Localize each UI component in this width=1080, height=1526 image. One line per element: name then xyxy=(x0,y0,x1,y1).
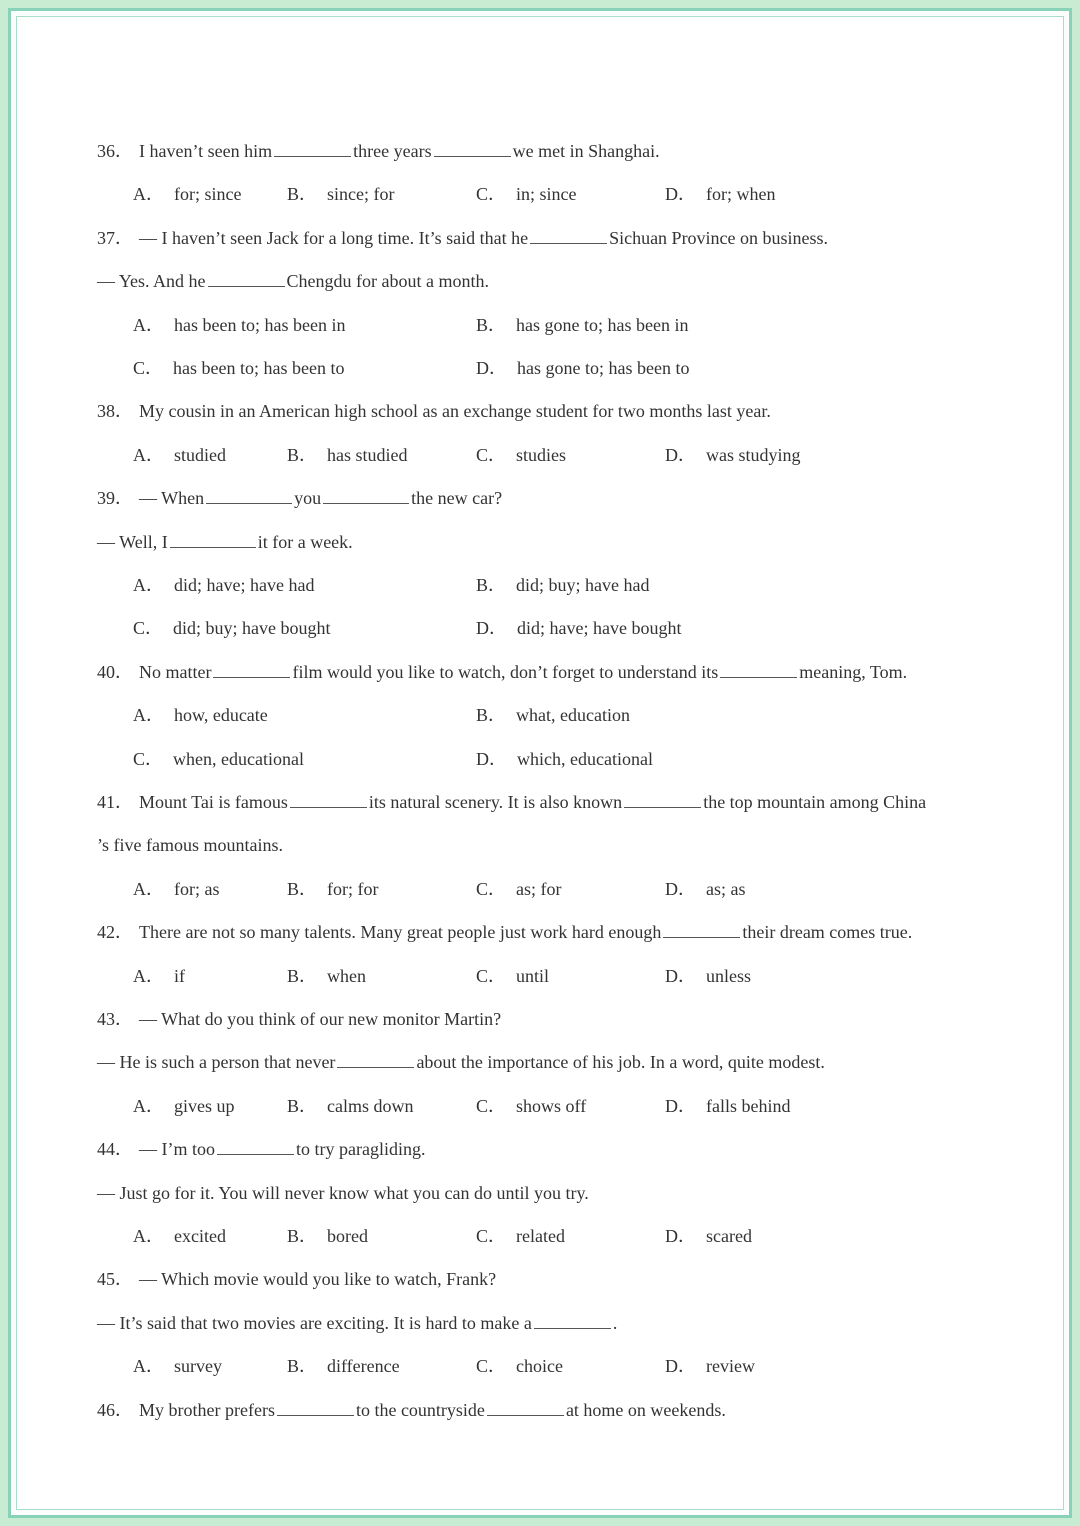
option-a[interactable] xyxy=(133,874,219,904)
question-reply xyxy=(97,527,353,557)
option-b[interactable] xyxy=(476,310,688,340)
answer-blank[interactable] xyxy=(208,270,285,287)
option-letter: C． xyxy=(133,748,164,769)
option-letter: A． xyxy=(133,1226,164,1246)
answer-blank[interactable] xyxy=(206,487,292,504)
option-b[interactable] xyxy=(476,570,650,600)
option-text: excited xyxy=(174,1226,226,1246)
stem-text: ’s five famous mountains. xyxy=(97,835,283,856)
option-text: related xyxy=(516,1226,565,1246)
option-d[interactable] xyxy=(476,353,689,383)
question-number: 37． xyxy=(97,227,133,248)
answer-blank[interactable] xyxy=(277,1399,354,1416)
option-b[interactable] xyxy=(287,179,395,209)
stem-text: to the countryside xyxy=(355,1399,485,1420)
question-number: 41． xyxy=(97,792,133,812)
option-text: for; when xyxy=(706,184,776,205)
option-a[interactable] xyxy=(133,700,268,730)
option-letter: C． xyxy=(476,1226,507,1246)
option-letter: B． xyxy=(476,314,507,335)
answer-blank[interactable] xyxy=(213,661,290,678)
option-letter: B． xyxy=(476,575,507,595)
option-c[interactable] xyxy=(476,961,549,991)
question-number: 39． xyxy=(97,488,133,509)
option-letter: A． xyxy=(133,314,164,335)
question-stem xyxy=(97,1395,726,1425)
option-c[interactable] xyxy=(476,1351,563,1381)
option-text: review xyxy=(706,1356,755,1377)
option-c[interactable] xyxy=(133,613,331,643)
option-letter: B． xyxy=(476,705,507,726)
stem-text: — When xyxy=(139,488,205,509)
option-a[interactable] xyxy=(133,310,345,340)
option-a[interactable] xyxy=(133,1091,235,1121)
option-letter: A． xyxy=(133,575,164,595)
option-letter: B． xyxy=(287,184,318,205)
option-text: when xyxy=(327,965,367,986)
option-text: for; since xyxy=(174,184,242,205)
option-letter: D． xyxy=(476,358,507,378)
option-a[interactable] xyxy=(133,179,241,209)
option-b[interactable] xyxy=(287,1091,414,1121)
option-text: was studying xyxy=(706,444,801,465)
option-letter: D． xyxy=(665,1356,696,1377)
stem-text: its natural scenery. It is also known xyxy=(368,792,623,812)
option-a[interactable] xyxy=(133,440,226,470)
question-stem xyxy=(97,1004,501,1034)
option-letter: B． xyxy=(287,965,318,986)
question-stem xyxy=(97,1134,425,1164)
option-letter: B． xyxy=(287,1356,318,1377)
option-text: did; buy; have bought xyxy=(173,618,331,639)
option-c[interactable] xyxy=(133,744,304,774)
question-reply xyxy=(97,1178,589,1208)
option-text: since; for xyxy=(327,184,395,205)
answer-blank[interactable] xyxy=(663,921,740,938)
stem-text: — Which movie would you like to watch, Frank? xyxy=(139,1269,497,1290)
answer-blank[interactable] xyxy=(434,140,511,157)
stem-text: My brother prefers xyxy=(139,1399,275,1420)
stem-text: their dream comes true. xyxy=(742,922,913,943)
option-d[interactable] xyxy=(665,961,751,991)
option-b[interactable] xyxy=(287,1221,368,1251)
stem-text: you xyxy=(294,488,322,509)
answer-blank[interactable] xyxy=(487,1399,564,1416)
option-letter: A． xyxy=(133,444,164,465)
option-text: unless xyxy=(706,965,751,986)
stem-text: Sichuan Province on business. xyxy=(609,227,829,248)
option-a[interactable] xyxy=(133,570,314,600)
option-text: has studied xyxy=(327,444,408,465)
option-a[interactable] xyxy=(133,1351,222,1381)
option-text: how, educate xyxy=(174,705,268,726)
option-text: has been to; has been to xyxy=(173,358,345,378)
option-text: bored xyxy=(327,1226,368,1246)
option-d[interactable] xyxy=(665,874,746,904)
stem-text: No matter xyxy=(139,661,212,682)
question-stem xyxy=(97,396,771,426)
option-letter: B． xyxy=(287,878,318,899)
option-b[interactable] xyxy=(287,440,408,470)
stem-text: — I haven’t seen Jack for a long time. It’s said that he xyxy=(139,227,529,248)
reply-text: — Just go for it. You will never know what you can do until you try. xyxy=(97,1182,589,1203)
question-stem xyxy=(97,787,926,817)
option-text: if xyxy=(174,965,185,986)
option-b[interactable] xyxy=(287,1351,400,1381)
option-c[interactable] xyxy=(476,874,562,904)
answer-blank[interactable] xyxy=(534,1312,611,1329)
stem-text: — I’m too xyxy=(139,1139,215,1160)
option-text: which, educational xyxy=(517,748,653,769)
option-text: has been to; has been in xyxy=(174,314,346,335)
option-c[interactable] xyxy=(133,353,344,383)
option-d[interactable] xyxy=(476,744,653,774)
option-letter: D． xyxy=(665,878,696,899)
option-letter: C． xyxy=(476,444,507,465)
option-text: what, education xyxy=(516,705,630,726)
answer-blank[interactable] xyxy=(530,227,607,244)
option-d[interactable] xyxy=(665,179,775,209)
option-letter: A． xyxy=(133,878,164,899)
option-text: has gone to; has been in xyxy=(516,314,689,335)
option-c[interactable] xyxy=(476,440,566,470)
question-reply xyxy=(97,1047,825,1077)
question-number: 36． xyxy=(97,141,133,161)
option-text: as; for xyxy=(516,878,562,899)
question-stem xyxy=(97,223,828,253)
option-letter: D． xyxy=(665,184,696,205)
option-letter: C． xyxy=(133,358,164,378)
option-letter: C． xyxy=(476,965,507,986)
answer-blank[interactable] xyxy=(720,661,797,678)
stem-text: at home on weekends. xyxy=(565,1399,726,1420)
option-text: gives up xyxy=(174,1095,235,1116)
option-letter: B． xyxy=(287,1226,318,1246)
stem-text: to try paragliding. xyxy=(296,1139,426,1160)
option-text: did; have; have had xyxy=(174,575,315,595)
question-reply xyxy=(97,266,489,296)
option-text: choice xyxy=(516,1356,563,1377)
question-number: 44． xyxy=(97,1139,133,1160)
reply-text: about the importance of his job. In a word, quite modest. xyxy=(416,1052,825,1073)
option-a[interactable] xyxy=(133,1221,226,1251)
option-text: as; as xyxy=(706,878,746,899)
question-number: 40． xyxy=(97,661,133,682)
option-text: when, educational xyxy=(173,748,304,769)
question-stem xyxy=(97,657,907,687)
option-letter: C． xyxy=(133,618,164,639)
option-text: has gone to; has been to xyxy=(517,358,690,378)
option-letter: A． xyxy=(133,184,164,205)
option-letter: D． xyxy=(665,965,696,986)
question-stem xyxy=(97,483,502,513)
option-letter: C． xyxy=(476,1095,507,1116)
option-text: studied xyxy=(174,444,226,465)
option-text: scared xyxy=(706,1226,752,1246)
option-text: calms down xyxy=(327,1095,414,1116)
option-letter: C． xyxy=(476,1356,507,1377)
option-text: shows off xyxy=(516,1095,587,1116)
question-number: 43． xyxy=(97,1009,133,1029)
option-text: in; since xyxy=(516,184,577,205)
option-text: did; have; have bought xyxy=(517,618,682,639)
reply-text: Chengdu for about a month. xyxy=(286,271,489,292)
option-letter: A． xyxy=(133,705,164,726)
option-letter: D． xyxy=(476,618,507,639)
option-letter: D． xyxy=(665,1095,696,1116)
stem-text: three years xyxy=(353,141,432,161)
option-b[interactable] xyxy=(287,961,366,991)
answer-blank[interactable] xyxy=(290,791,367,808)
stem-text: the new car? xyxy=(411,488,503,509)
reply-text: — Yes. And he xyxy=(97,271,206,292)
stem-text: There are not so many talents. Many great people just work hard enough xyxy=(139,922,662,943)
option-letter: A． xyxy=(133,1095,164,1116)
option-d[interactable] xyxy=(665,440,801,470)
option-text: survey xyxy=(174,1356,222,1377)
question-number: 45． xyxy=(97,1269,133,1290)
question-number: 38． xyxy=(97,401,133,422)
stem-text: Mount Tai is famous xyxy=(139,792,288,812)
option-c[interactable] xyxy=(476,179,577,209)
option-b[interactable] xyxy=(476,700,630,730)
option-d[interactable] xyxy=(665,1351,755,1381)
reply-text: . xyxy=(612,1312,618,1333)
question-number: 46． xyxy=(97,1399,133,1420)
question-reply xyxy=(97,1308,617,1338)
answer-blank[interactable] xyxy=(217,1138,294,1155)
option-c[interactable] xyxy=(476,1091,586,1121)
option-c[interactable] xyxy=(476,1221,565,1251)
stem-text: we met in Shanghai. xyxy=(512,141,660,161)
answer-blank[interactable] xyxy=(624,791,701,808)
question-stem xyxy=(97,1264,496,1294)
option-letter: C． xyxy=(476,878,507,899)
question-stem xyxy=(97,917,912,947)
option-letter: B． xyxy=(287,444,318,465)
option-text: for; for xyxy=(327,878,379,899)
option-d[interactable] xyxy=(665,1221,752,1251)
stem-text: I haven’t seen him xyxy=(139,141,273,161)
stem-text: My cousin in an American high school as an exchange student for two months last year. xyxy=(139,401,771,422)
question-stem xyxy=(97,136,660,166)
option-text: for; as xyxy=(174,878,220,899)
option-d[interactable] xyxy=(476,613,681,643)
stem-text: meaning, Tom. xyxy=(799,661,908,682)
answer-blank[interactable] xyxy=(170,531,256,548)
option-b[interactable] xyxy=(287,874,379,904)
option-letter: C． xyxy=(476,184,507,205)
reply-text: — It’s said that two movies are exciting. It is hard to make a xyxy=(97,1312,532,1333)
option-letter: D． xyxy=(476,748,507,769)
reply-text: — Well, I xyxy=(97,531,168,552)
option-text: studies xyxy=(516,444,567,465)
stem-text: film would you like to watch, don’t forget to understand its xyxy=(292,661,719,682)
option-letter: D． xyxy=(665,444,696,465)
option-letter: D． xyxy=(665,1226,696,1246)
reply-text: — He is such a person that never xyxy=(97,1052,336,1073)
question-continuation xyxy=(97,830,283,860)
answer-blank[interactable] xyxy=(274,140,351,157)
option-text: did; buy; have had xyxy=(516,575,650,595)
answer-blank[interactable] xyxy=(337,1051,414,1068)
option-letter: B． xyxy=(287,1095,318,1116)
stem-text: the top mountain among China xyxy=(703,792,927,812)
option-letter: A． xyxy=(133,965,164,986)
reply-text: it for a week. xyxy=(257,531,353,552)
option-letter: A． xyxy=(133,1356,164,1377)
option-text: until xyxy=(516,965,550,986)
option-d[interactable] xyxy=(665,1091,790,1121)
option-a[interactable] xyxy=(133,961,185,991)
stem-text: — What do you think of our new monitor Martin? xyxy=(139,1009,502,1029)
question-number: 42． xyxy=(97,922,133,943)
option-text: falls behind xyxy=(706,1095,791,1116)
option-text: difference xyxy=(327,1356,400,1377)
answer-blank[interactable] xyxy=(323,487,409,504)
